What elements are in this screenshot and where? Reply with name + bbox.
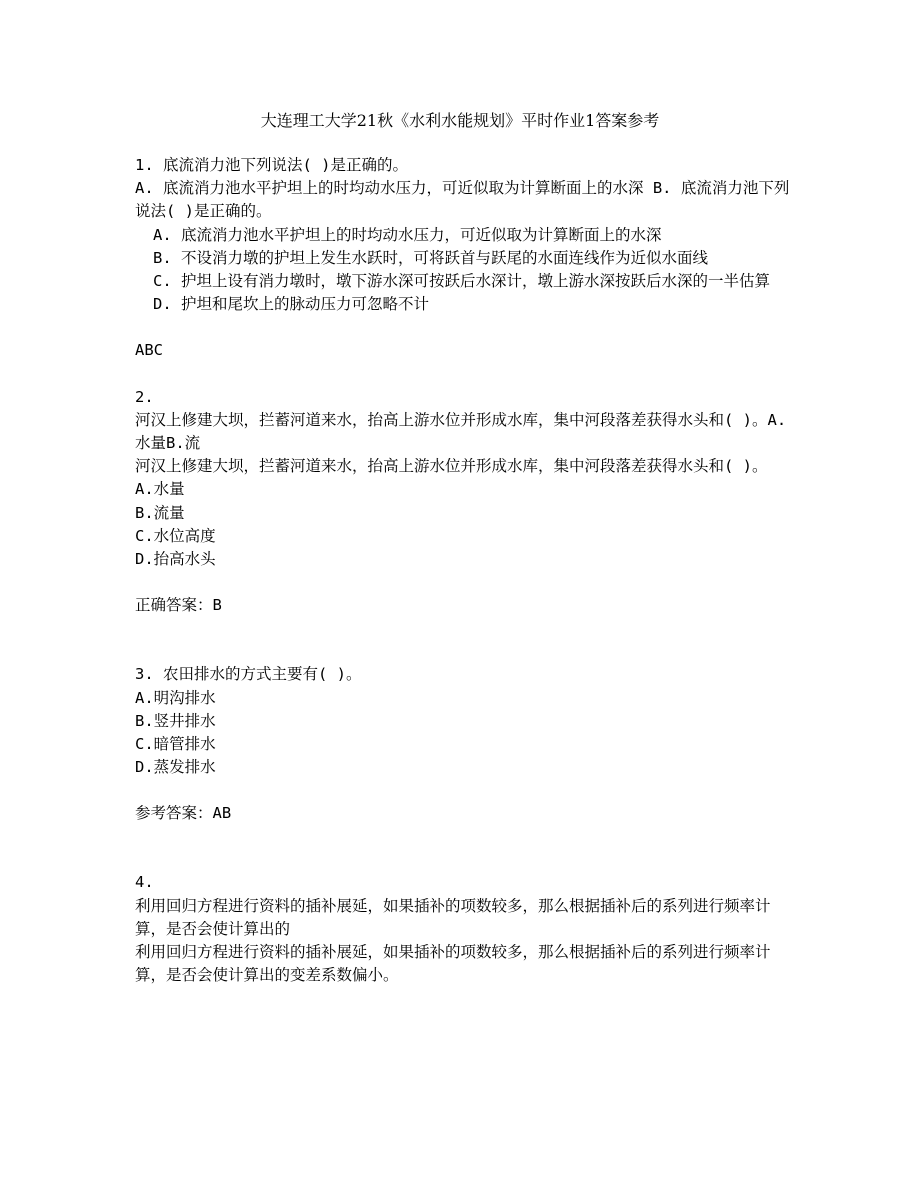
question-4-stem: 利用回归方程进行资料的插补展延，如果插补的项数较多，那么根据插补后的系列进行频率计算，是否会使计算出的变差系数偏小。 [135,943,771,985]
question-2-stem: 河汉上修建大坝，拦蓄河道来水，抬高上游水位并形成水库，集中河段落差获得水头和( )。 [135,457,768,476]
question-2 [135,386,790,618]
question-2-preview: 河汉上修建大坝，拦蓄河道来水，抬高上游水位并形成水库，集中河段落差获得水头和( )。A.水量B.流 [135,410,787,452]
question-1-answer: ABC [135,341,163,360]
document-body [135,154,790,987]
question-1-option-c: C. 护坦上设有消力墩时，墩下游水深可按跃后水深计，墩上游水深按跃后水深的一半估算 [153,272,770,290]
document-title: 大连理工大学21秋《水利水能规划》平时作业1答案参考 [260,111,660,130]
question-3-option-c: C.暗管排水 [135,734,216,753]
question-1 [135,154,790,363]
question-1-option-d: D. 护坦和尾坎上的脉动压力可忽略不计 [153,295,429,314]
question-2-answer: 正确答案：B [135,596,222,615]
question-4-heading: 4. [135,873,154,892]
question-1-heading: 1. 底流消力池下列说法( )是正确的。 [135,156,408,174]
question-3-option-a: A.明沟排水 [135,688,216,707]
question-4-preview: 利用回归方程进行资料的插补展延，如果插补的项数较多，那么根据插补后的系列进行频率计算，是否会使计算出的 [135,896,771,938]
question-3-answer: 参考答案：AB [135,804,232,823]
question-1-preview: A. 底流消力池水平护坦上的时均动水压力，可近似取为计算断面上的水深 B. 底流消力池下列说法( )是正确的。 [135,179,790,221]
question-3-heading: 3. 农田排水的方式主要有( )。 [135,665,362,684]
question-2-option-b: B.流量 [135,503,185,522]
question-1-option-b: B. 不设消力墩的护坦上发生水跃时，可将跃首与跃尾的水面连线作为近似水面线 [153,248,708,267]
question-2-heading: 2. [135,387,154,406]
question-2-option-d: D.抬高水头 [135,549,216,568]
question-1-option-a: A. 底流消力池水平护坦上的时均动水压力，可近似取为计算断面上的水深 [153,225,662,244]
question-3-option-d: D.蒸发排水 [135,758,216,777]
question-3-option-b: B.竖井排水 [135,711,216,730]
question-2-option-a: A.水量 [135,480,185,499]
question-2-option-c: C.水位高度 [135,526,216,545]
question-4 [135,871,790,987]
question-3 [135,663,790,825]
